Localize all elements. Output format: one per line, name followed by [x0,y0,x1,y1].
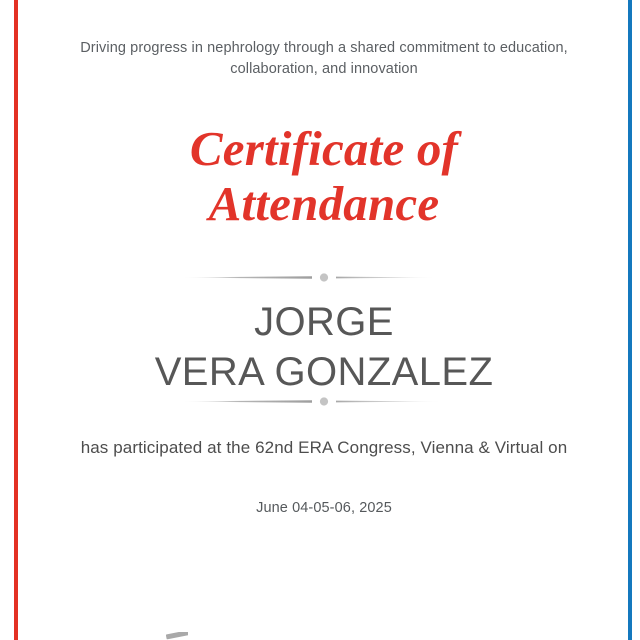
left-accent-stripe [14,0,18,640]
recipient-name [34,298,614,397]
ornamental-divider-bottom [176,396,472,407]
divider-flourish-icon [176,396,472,407]
organization-tagline: Driving progress in nephrology through a shared commitment to education, collaboration, and innovation [80,40,568,77]
certificate-content [22,0,626,640]
signature-stroke-fragment [166,632,188,639]
certificate-title-line-1: Certificate of [189,121,459,176]
certificate-title [44,122,604,232]
participation-statement: has participated at the 62nd ERA Congress, Vienna & Virtual on [80,438,568,457]
recipient-first-name: JORGE [254,300,394,344]
cropped-signature-mark [166,632,188,640]
right-accent-stripe [628,0,632,640]
event-date: June 04-05-06, 2025 [256,500,392,516]
certificate-title-line-2: Attendance [208,175,440,231]
ornamental-divider-top [176,272,472,283]
divider-flourish-icon [176,272,472,283]
recipient-last-name: VERA GONZALEZ [154,349,494,394]
